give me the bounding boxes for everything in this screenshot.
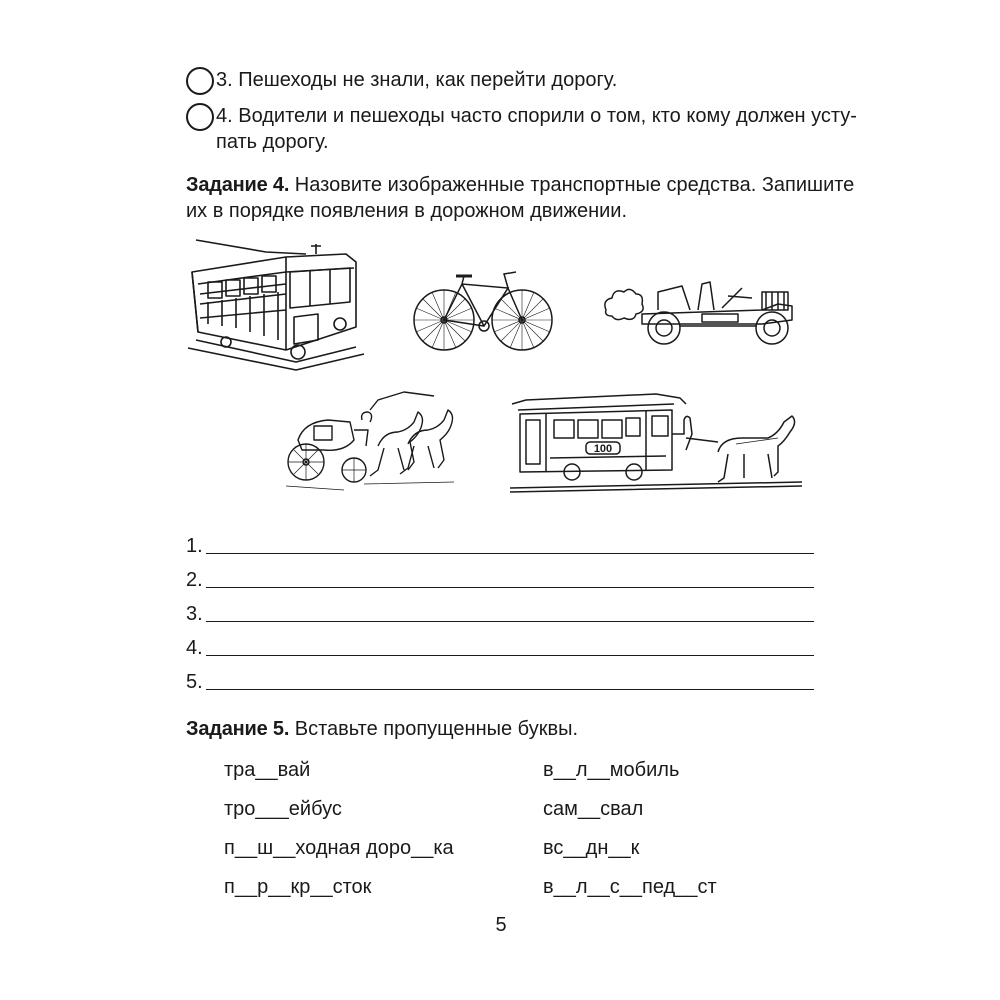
answer-rule-1	[206, 553, 814, 554]
option-4-text-line2: пать дорогу.	[216, 131, 329, 153]
task4-label: Задание 4.	[186, 174, 290, 196]
answer-line-2[interactable]	[186, 567, 814, 593]
task5-heading	[186, 716, 578, 742]
option-4-text-line1: 4. Водители и пешеходы часто спорили о том, кто кому должен усту-	[216, 105, 857, 127]
answer-rule-5	[206, 689, 814, 690]
task4-heading	[186, 172, 854, 198]
exercise-word: п__р__кр__сток	[224, 876, 372, 898]
page-number: 5	[495, 914, 507, 936]
answer-rule-3	[206, 621, 814, 622]
exercise-word: тра__вай	[224, 759, 311, 781]
answer-number-4: 4.	[186, 637, 203, 659]
horse-tram-illustration	[506, 390, 804, 494]
answer-number-3: 3.	[186, 603, 203, 625]
bicycle-illustration	[412, 266, 554, 354]
answer-line-3[interactable]	[186, 601, 814, 627]
old-automobile-illustration	[602, 270, 798, 350]
answer-line-5[interactable]	[186, 669, 814, 695]
exercise-word: тро___ейбус	[224, 798, 342, 820]
answer-rule-2	[206, 587, 814, 588]
exercise-word: сам__свал	[543, 798, 644, 820]
answer-number-5: 5.	[186, 671, 203, 693]
exercise-word: в__л__с__пед__ст	[543, 876, 717, 898]
answer-line-4[interactable]	[186, 635, 814, 661]
answer-number-2: 2.	[186, 569, 203, 591]
option-4-circle[interactable]	[186, 103, 214, 131]
tram-illustration	[186, 232, 364, 372]
task5-text: Вставьте пропущенные буквы.	[294, 718, 579, 740]
option-3-text: 3. Пешеходы не знали, как перейти дорогу.	[216, 69, 618, 91]
exercise-word: в__л__мобиль	[543, 759, 680, 781]
task4-text-line2: их в порядке появления в дорожном движении.	[186, 200, 628, 222]
task5-label: Задание 5.	[186, 718, 290, 740]
horse-tram-number: 100	[593, 443, 613, 455]
answer-line-1[interactable]	[186, 533, 814, 559]
answer-rule-4	[206, 655, 814, 656]
option-3-circle[interactable]	[186, 67, 214, 95]
horse-carriage-illustration	[284, 386, 460, 492]
exercise-word: п__ш__ходная доро__ка	[224, 837, 454, 859]
answer-number-1: 1.	[186, 535, 203, 557]
task4-text-line1: Назовите изображенные транспортные средства. Запишите	[294, 174, 855, 196]
exercise-word: вс__дн__к	[543, 837, 640, 859]
